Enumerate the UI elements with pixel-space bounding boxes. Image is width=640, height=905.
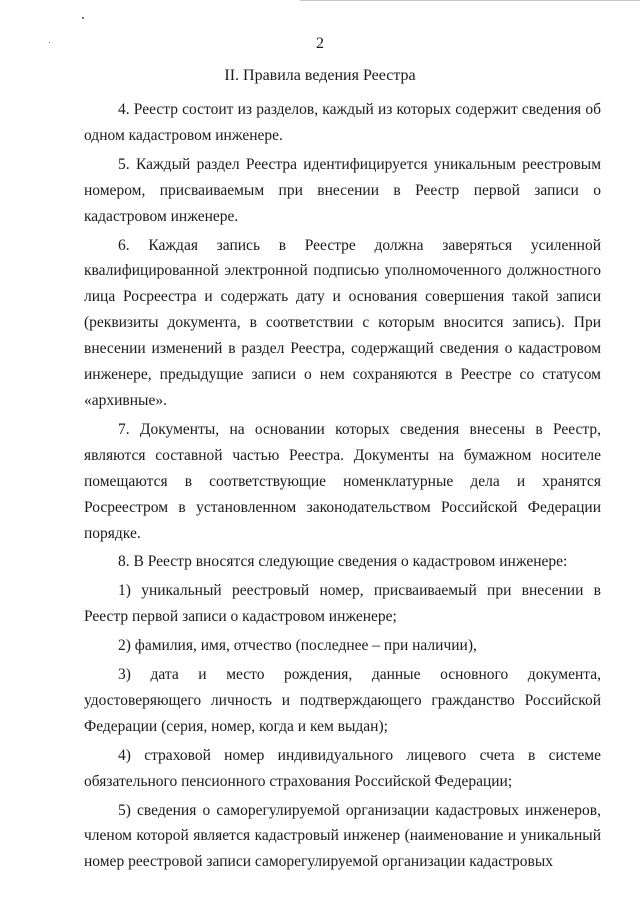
paragraph-5: 5. Каждый раздел Реестра идентифицируется уникальным реестровым номером, присваиваемым при внесении в Реестр первой записи о кадастровом инженере.	[84, 155, 601, 225]
list-item-5: 5) сведения о саморегулируемой организации кадастровых инженеров, членом которой является кадастровый инженер (наименование и уникальный номер реестровой записи саморегулируемой организации кадастровых	[84, 801, 601, 871]
paragraph-4: 4. Реестр состоит из разделов, каждый из которых содержит сведения об одном кадастровом инженере.	[84, 101, 601, 144]
paragraph-8: 8. В Реестр вносятся следующие сведения о кадастровом инженере:	[118, 553, 568, 571]
paragraph-7: 7. Документы, на основании которых сведения внесены в Реестр, являются составной частью Реестра. Документы на бумажном носителе помещаются в соответствующие номенклатурные дела и хранятся Росреестром в установленном законодательством Российской Федерации порядке.	[84, 420, 601, 542]
list-item-4: 4) страховой номер индивидуального лицевого счета в системе обязательного пенсионного страхования Российской Федерации;	[84, 746, 601, 790]
scan-speck	[82, 17, 84, 19]
paragraph-6: 6. Каждая запись в Реестре должна заверяться усиленной квалифицированной электронной подписью уполномоченного должностного лица Росреестра и содержать дату и основания совершения такой записи (реквизиты документа, в соответствии с которым вносится запись). При внесении изменений в раздел Реестра, содержащий сведения о кадастровом инженере, предыдущие записи о нем сохраняются в Реестре со статусом «архивные».	[84, 236, 601, 409]
body-text	[84, 97, 601, 875]
list-item-1: 1) уникальный реестровый номер, присваиваемый при внесении в Реестр первой записи о кадастровом инженере;	[84, 582, 601, 626]
scan-edge-line	[300, 0, 640, 1]
page-number: 2	[316, 35, 324, 52]
list-item-2: 2) фамилия, имя, отчество (последнее – при наличии),	[118, 637, 477, 655]
section-title: II. Правила ведения Реестра	[224, 67, 416, 84]
list-item-3: 3) дата и место рождения, данные основного документа, удостоверяющего личность и подтверждающего гражданство Российской Федерации (серия, номер, когда и кем выдан);	[84, 666, 601, 735]
